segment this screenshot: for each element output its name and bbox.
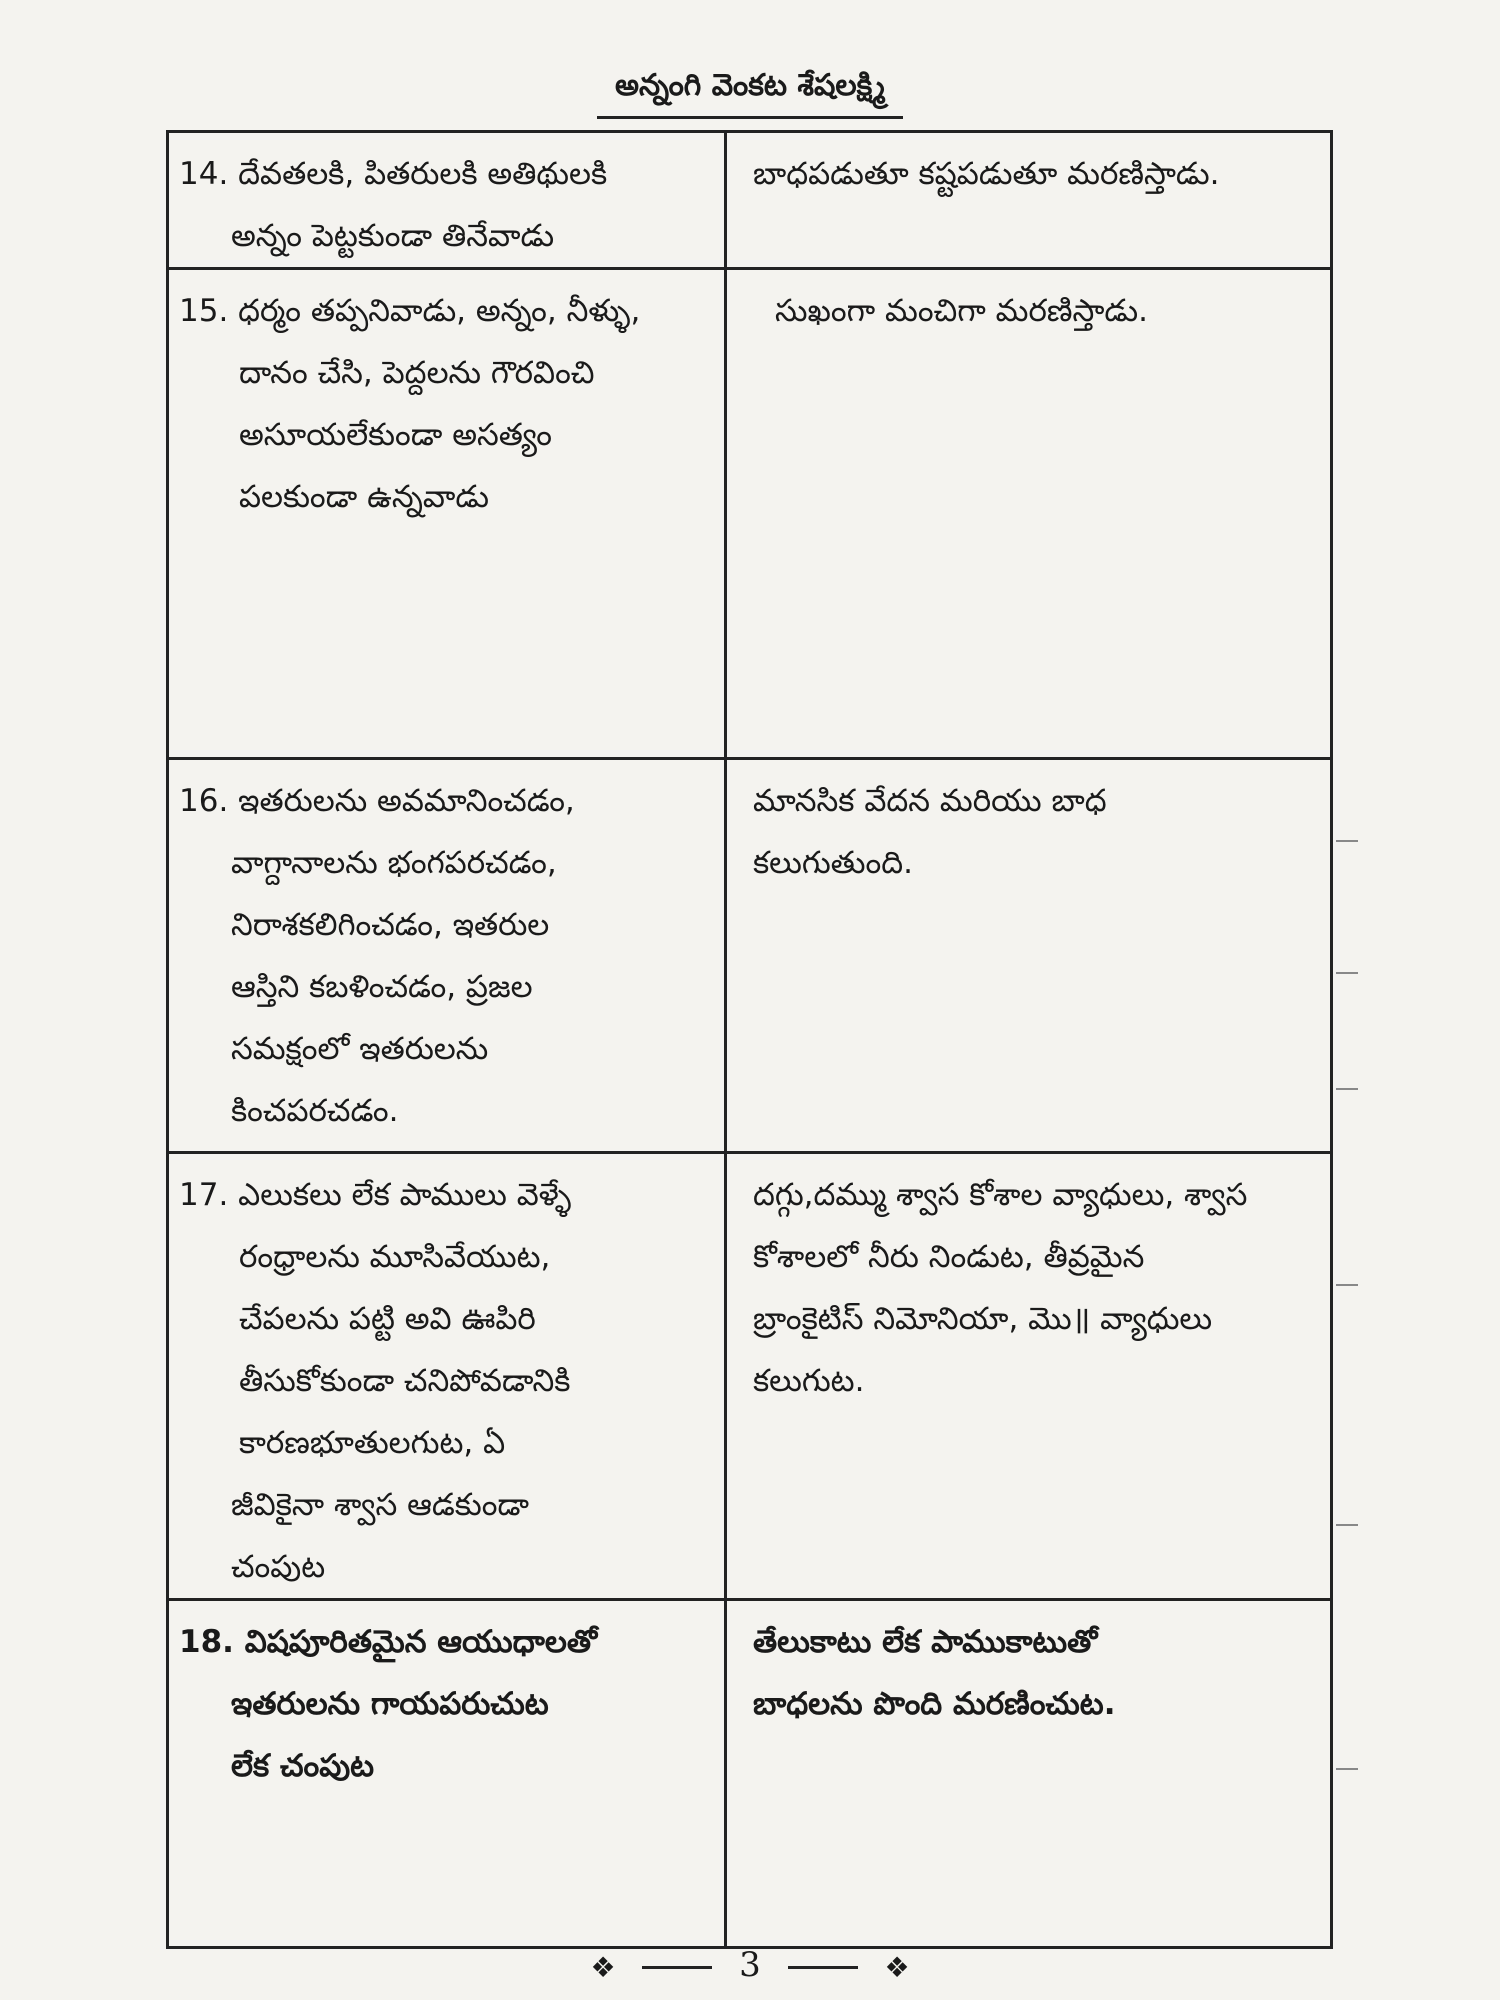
cause-line: 18. విషపూరితమైన ఆయుధాలతో: [179, 1624, 598, 1660]
effect-line: దగ్గు,దమ్ము శ్వాస కోశాల వ్యాధులు, శ్వాస: [753, 1177, 1248, 1213]
page-number: 3: [739, 1945, 761, 1985]
effect-line: కోశాలలో నీరు నిండుట, తీవ్రమైన: [753, 1239, 1145, 1275]
cause-cell: [168, 759, 726, 1153]
cause-line: లేక చంపుట: [231, 1748, 375, 1784]
effect-cell: [726, 1153, 1332, 1600]
table-row: [168, 759, 1332, 1153]
cause-line: 17. ఎలుకలు లేక పాములు వెళ్ళే: [179, 1177, 572, 1213]
cause-cell: [168, 1153, 726, 1600]
cause-line: చంపుట: [231, 1549, 326, 1585]
page-header: [0, 68, 1500, 119]
effect-line: బాధపడుతూ కష్టపడుతూ మరణిస్తాడు.: [753, 156, 1220, 192]
cause-cell: [168, 269, 726, 759]
cause-cell: [168, 1600, 726, 1948]
table-row: [168, 1600, 1332, 1948]
margin-mark: [1336, 972, 1358, 974]
margin-mark: [1336, 1524, 1358, 1526]
effect-cell: [726, 759, 1332, 1153]
author-name: అన్నంగి వెంకట శేషలక్ష్మి: [597, 68, 903, 119]
effect-line: బ్రాంకైటిస్ నిమోనియా, మొ॥ వ్యాధులు: [753, 1301, 1213, 1337]
table-row: [168, 1153, 1332, 1600]
cause-line: జీవికైనా శ్వాస ఆడకుండా: [231, 1487, 530, 1523]
cause-line: దానం చేసి, పెద్దలను గౌరవించి: [239, 355, 595, 391]
effect-cell: [726, 269, 1332, 759]
margin-mark: [1336, 840, 1358, 842]
effect-line: కలుగుతుంది.: [753, 845, 913, 881]
diamond-ornament-icon: ❖: [590, 1950, 616, 1984]
effect-cell: [726, 132, 1332, 269]
cause-line: కారణభూతులగుట, ఏ: [239, 1425, 506, 1461]
effect-line: బాధలను పొంది మరణించుట.: [753, 1686, 1116, 1722]
cause-line: తీసుకోకుండా చనిపోవడానికి: [239, 1363, 571, 1399]
cause-line: అసూయలేకుండా అసత్యం: [239, 417, 552, 453]
cause-line: సమక్షంలో ఇతరులను: [231, 1031, 489, 1067]
cause-line: చేపలను పట్టి అవి ఊపిరి: [239, 1301, 536, 1337]
table-row: [168, 269, 1332, 759]
effect-cell: [726, 1600, 1332, 1948]
margin-mark: [1336, 1768, 1358, 1770]
footer-rule: [788, 1966, 858, 1969]
effect-line: మానసిక వేదన మరియు బాధ: [753, 783, 1107, 819]
content-table: [166, 130, 1333, 1949]
cause-line: పలకుండా ఉన్నవాడు: [239, 479, 489, 515]
cause-line: 14. దేవతలకి, పితరులకి అతిథులకి: [179, 156, 608, 192]
effect-line: సుఖంగా మంచిగా మరణిస్తాడు.: [775, 293, 1148, 329]
cause-line: 15. ధర్మం తప్పనివాడు, అన్నం, నీళ్ళు,: [179, 293, 641, 329]
cause-line: అన్నం పెట్టకుండా తినేవాడు: [231, 218, 555, 254]
cause-line: కించపరచడం.: [231, 1093, 399, 1129]
cause-line: వాగ్దానాలను భంగపరచడం,: [231, 845, 557, 881]
cause-line: ఇతరులను గాయపరుచుట: [231, 1686, 549, 1722]
cause-line: ఆస్తిని కబళించడం, ప్రజల: [231, 969, 533, 1005]
margin-mark: [1336, 1088, 1358, 1090]
diamond-ornament-icon: ❖: [884, 1950, 910, 1984]
footer-rule: [642, 1966, 712, 1969]
page-footer: [0, 1945, 1500, 1985]
effect-line: కలుగుట.: [753, 1363, 865, 1399]
effect-line: తేలుకాటు లేక పాముకాటుతో: [753, 1624, 1098, 1660]
table-row: [168, 132, 1332, 269]
cause-line: రంధ్రాలను మూసివేయుట,: [239, 1239, 551, 1275]
cause-cell: [168, 132, 726, 269]
cause-line: నిరాశకలిగించడం, ఇతరుల: [231, 907, 550, 943]
margin-mark: [1336, 1284, 1358, 1286]
cause-line: 16. ఇతరులను అవమానించడం,: [179, 783, 575, 819]
